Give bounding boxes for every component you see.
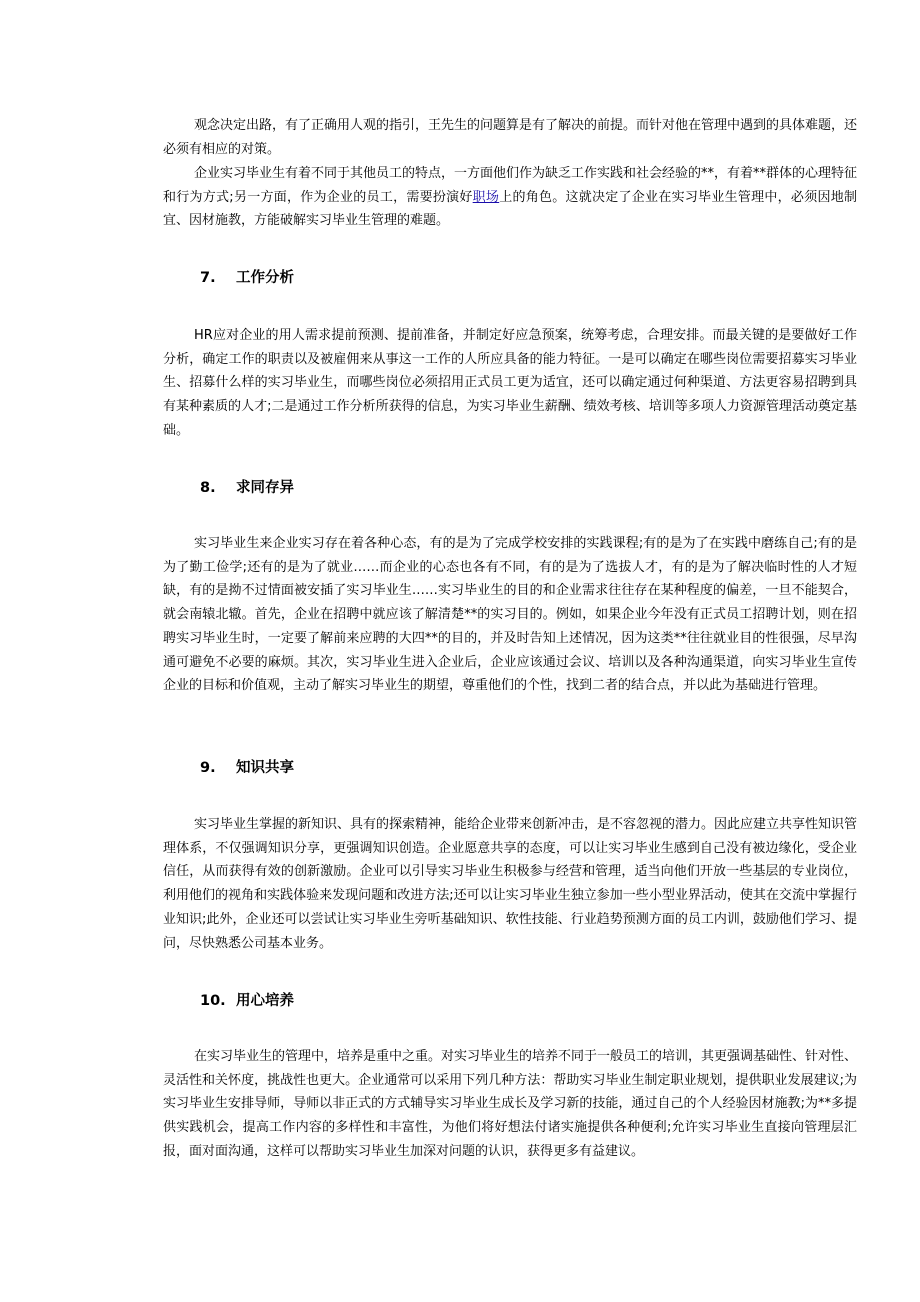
section-heading-10 [200,991,294,1011]
section-number: 8. [200,480,216,496]
intro-paragraph-2-text-a: 企业实习毕业生有着不同于其他员工的特点，一方面他们作为缺乏工作实践和社会经验的**，有着**群体的心理特征和行为方式;另一方面，作为企业的员工，需要扮演好 [163,166,858,205]
section-title: 用心培养 [236,993,294,1009]
intro-paragraph-2 [163,162,857,233]
section-title: 求同存异 [236,480,294,496]
section-body-7: HR应对企业的用人需求提前预测、提前准备，并制定好应急预案，统筹考虑，合理安排。而最关键的是要做好工作分析，确定工作的职责以及被雇佣来从事这一工作的人所应具备的能力特征。一是可以确定在哪些岗位需要招募实习毕业生、招募什么样的实习毕业生，而哪些岗位必须招用正式员工更为适宜，还可以确定通过何种渠道、方法更容易招聘到具有某种素质的人才;二是通过工作分析所获得的信息，为实习毕业生薪酬、绩效考核、培训等多项人力资源管理活动奠定基础。 [163,328,857,438]
workplace-link[interactable]: 职场 [472,189,500,205]
section-body-9: 实习毕业生掌握的新知识、具有的探索精神，能给企业带来创新冲击，是不容忽视的潜力。因此应建立共享性知识管理体系，不仅强调知识分享，更强调知识创造。企业愿意共享的态度，可以让实习毕业生感到自己没有被边缘化，受企业信任，从而获得有效的创新激励。企业可以引导实习毕业生积极参与经营和管理，适当向他们开放一些基层的专业岗位，利用他们的视角和实践体验来发现问题和改进方法;还可以让实习毕业生独立参加一些小型业界活动，使其在交流中掌握行业知识;此外，企业还可以尝试让实习毕业生旁听基础知识、软性技能、行业趋势预测方面的员工内训，鼓励他们学习、提问，尽快熟悉公司基本业务。 [163,817,858,951]
intro-paragraph-2-text-b: 上的角色。这就决定了企业在实习毕业生管理中，必须因地制宜、因材施教，方能破解实习毕业生管理的难题。 [163,189,857,229]
intro-paragraph-1: 观念决定出路，有了正确用人观的指引，王先生的问题算是有了解决的前提。而针对他在管理中遇到的具体难题，还必须有相应的对策。 [163,118,858,157]
section-title: 工作分析 [236,270,294,286]
section-heading-9 [200,758,294,778]
section-body-10: 在实习毕业生的管理中，培养是重中之重。对实习毕业生的培养不同于一般员工的培训，其更强调基础性、针对性、灵活性和关怀度，挑战性也更大。企业通常可以采用下列几种方法：帮助实习毕业生制定职业规划，提供职业发展建议;为实习毕业生安排导师，导师以非正式的方式辅导实习毕业生成长及学习新的技能，通过自己的个人经验因材施教;为**多提供实践机会，提高工作内容的多样性和丰富性，为他们将好想法付诸实施提供各种便利;允许实习毕业生直接向管理层汇报，面对面沟通，这样可以帮助实习毕业生加深对问题的认识，获得更多有益建议。 [163,1049,858,1159]
section-title: 知识共享 [236,760,294,776]
section-number: 10. [200,993,226,1009]
section-heading-7 [200,268,294,288]
section-body-8: 实习毕业生来企业实习存在着各种心态，有的是为了完成学校安排的实践课程;有的是为了在实践中磨练自己;有的是为了勤工俭学;还有的是为了就业……而企业的心态也各有不同，有的是为了选拔人才，有的是为了解决临时性的人才短缺，有的是拗不过情面被安插了实习毕业生……实习毕业生的目的和企业需求往往存在某种程度的偏差，一旦不能契合，就会南辕北辙。首先，企业在招聘中就应该了解清楚**的实习目的。例如，如果企业今年没有正式员工招聘计划，则在招聘实习毕业生时，一定要了解前来应聘的大四**的目的，并及时告知上述情况，因为这类**往往就业目的性很强，尽早沟通可避免不必要的麻烦。其次，实习毕业生进入企业后，企业应该通过会议、培训以及各种沟通渠道，向实习毕业生宣传企业的目标和价值观，主动了解实习毕业生的期望，尊重他们的个性，找到二者的结合点，并以此为基础进行管理。 [163,536,857,694]
section-heading-8 [200,478,294,498]
section-number: 7. [200,270,216,286]
section-number: 9. [200,760,216,776]
